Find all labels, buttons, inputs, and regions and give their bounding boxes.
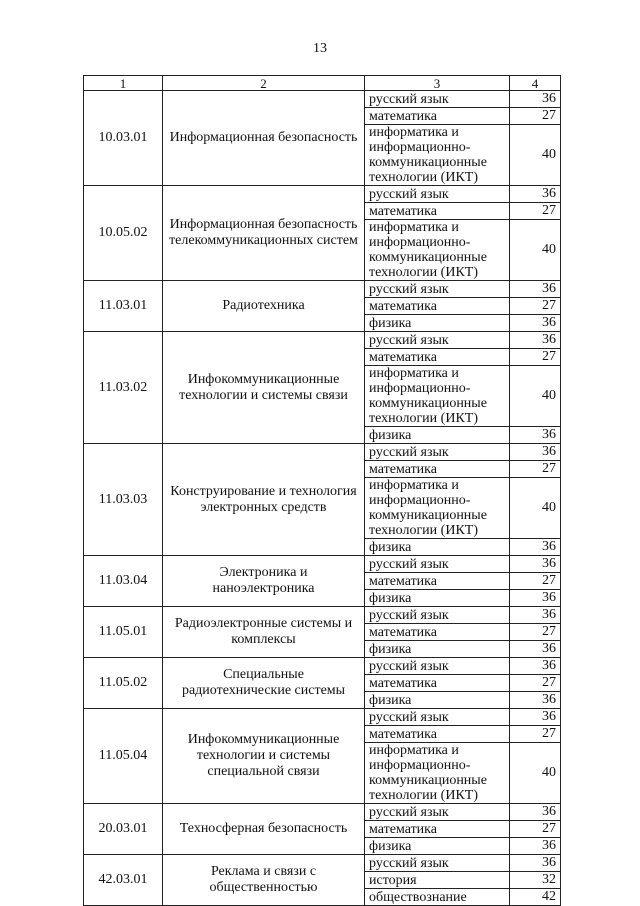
min-score-cell: 40	[510, 125, 561, 186]
table-row	[84, 281, 561, 298]
subject-cell: физика	[365, 838, 510, 855]
subject-cell: физика	[365, 315, 510, 332]
direction-name: Инфокоммуникационные технологии и системы специальной связи	[163, 709, 365, 804]
subject-cell: русский язык	[365, 855, 510, 872]
min-score-cell: 40	[510, 366, 561, 427]
subject-cell: русский язык	[365, 658, 510, 675]
min-score-cell: 40	[510, 743, 561, 804]
column-header: 3	[365, 76, 510, 91]
direction-code: 11.03.04	[84, 556, 163, 607]
direction-code: 10.03.01	[84, 91, 163, 186]
subject-cell: физика	[365, 427, 510, 444]
subject-cell: физика	[365, 641, 510, 658]
subject-cell: математика	[365, 298, 510, 315]
min-score-cell: 36	[510, 804, 561, 821]
min-score-cell: 27	[510, 573, 561, 590]
direction-name: Специальные радиотехнические системы	[163, 658, 365, 709]
table-row	[84, 804, 561, 821]
min-score-cell: 27	[510, 821, 561, 838]
min-score-cell: 36	[510, 855, 561, 872]
subject-cell: математика	[365, 349, 510, 366]
min-score-cell: 36	[510, 658, 561, 675]
direction-code: 11.05.02	[84, 658, 163, 709]
table-row	[84, 855, 561, 872]
subject-cell: информатика и информационно-коммуникационные технологии (ИКТ)	[365, 366, 510, 427]
min-score-cell: 27	[510, 624, 561, 641]
min-score-cell: 36	[510, 186, 561, 203]
min-score-cell: 36	[510, 332, 561, 349]
subject-cell: русский язык	[365, 281, 510, 298]
subject-cell: физика	[365, 590, 510, 607]
min-score-cell: 36	[510, 556, 561, 573]
subject-cell: математика	[365, 573, 510, 590]
table-row	[84, 444, 561, 461]
direction-code: 10.05.02	[84, 186, 163, 281]
min-score-cell: 27	[510, 298, 561, 315]
subject-cell: математика	[365, 726, 510, 743]
table-body	[84, 91, 561, 906]
min-score-cell: 36	[510, 641, 561, 658]
column-header: 1	[84, 76, 163, 91]
direction-code: 20.03.01	[84, 804, 163, 855]
column-number-row	[84, 76, 561, 91]
direction-code: 11.03.03	[84, 444, 163, 556]
direction-name: Радиотехника	[163, 281, 365, 332]
column-header: 4	[510, 76, 561, 91]
subject-cell: история	[365, 872, 510, 889]
subject-cell: математика	[365, 203, 510, 220]
min-score-cell: 36	[510, 590, 561, 607]
subject-cell: физика	[365, 692, 510, 709]
subject-cell: информатика и информационно-коммуникационные технологии (ИКТ)	[365, 743, 510, 804]
direction-code: 11.05.04	[84, 709, 163, 804]
subject-cell: русский язык	[365, 607, 510, 624]
subject-cell: информатика и информационно-коммуникационные технологии (ИКТ)	[365, 220, 510, 281]
min-score-cell: 36	[510, 281, 561, 298]
table-row	[84, 186, 561, 203]
min-score-cell: 27	[510, 349, 561, 366]
direction-name: Конструирование и технология электронных средств	[163, 444, 365, 556]
subject-cell: русский язык	[365, 804, 510, 821]
subject-cell: информатика и информационно-коммуникационные технологии (ИКТ)	[365, 125, 510, 186]
subject-cell: математика	[365, 108, 510, 125]
min-score-cell: 27	[510, 203, 561, 220]
min-score-cell: 36	[510, 692, 561, 709]
min-score-cell: 36	[510, 315, 561, 332]
min-score-cell: 42	[510, 889, 561, 906]
min-score-cell: 36	[510, 444, 561, 461]
direction-name: Информационная безопасность	[163, 91, 365, 186]
direction-name: Реклама и связи с общественностью	[163, 855, 365, 906]
subject-cell: математика	[365, 624, 510, 641]
subject-cell: математика	[365, 821, 510, 838]
table-row	[84, 556, 561, 573]
subject-cell: информатика и информационно-коммуникационные технологии (ИКТ)	[365, 478, 510, 539]
subject-cell: математика	[365, 461, 510, 478]
min-score-cell: 27	[510, 675, 561, 692]
min-score-cell: 40	[510, 220, 561, 281]
column-header: 2	[163, 76, 365, 91]
subject-cell: русский язык	[365, 556, 510, 573]
direction-code: 11.03.01	[84, 281, 163, 332]
direction-name: Техносферная безопасность	[163, 804, 365, 855]
subject-cell: русский язык	[365, 186, 510, 203]
min-score-cell: 27	[510, 461, 561, 478]
subject-cell: русский язык	[365, 91, 510, 108]
direction-code: 11.03.02	[84, 332, 163, 444]
direction-name: Радиоэлектронные системы и комплексы	[163, 607, 365, 658]
subject-cell: математика	[365, 675, 510, 692]
direction-name: Электроника и наноэлектроника	[163, 556, 365, 607]
table-row	[84, 332, 561, 349]
min-score-cell: 36	[510, 709, 561, 726]
min-score-cell: 27	[510, 108, 561, 125]
min-score-cell: 36	[510, 539, 561, 556]
direction-name: Инфокоммуникационные технологии и системы связи	[163, 332, 365, 444]
admission-requirements-table	[83, 75, 561, 906]
table-row	[84, 709, 561, 726]
table-row	[84, 91, 561, 108]
subject-cell: русский язык	[365, 709, 510, 726]
min-score-cell: 27	[510, 726, 561, 743]
min-score-cell: 32	[510, 872, 561, 889]
subject-cell: обществознание	[365, 889, 510, 906]
table-row	[84, 607, 561, 624]
min-score-cell: 36	[510, 427, 561, 444]
page-number: 13	[313, 41, 327, 56]
direction-code: 11.05.01	[84, 607, 163, 658]
min-score-cell: 36	[510, 838, 561, 855]
subject-cell: физика	[365, 539, 510, 556]
min-score-cell: 36	[510, 607, 561, 624]
subject-cell: русский язык	[365, 444, 510, 461]
direction-code: 42.03.01	[84, 855, 163, 906]
min-score-cell: 36	[510, 91, 561, 108]
subject-cell: русский язык	[365, 332, 510, 349]
direction-name: Информационная безопасность телекоммуникационных систем	[163, 186, 365, 281]
table-row	[84, 658, 561, 675]
min-score-cell: 40	[510, 478, 561, 539]
